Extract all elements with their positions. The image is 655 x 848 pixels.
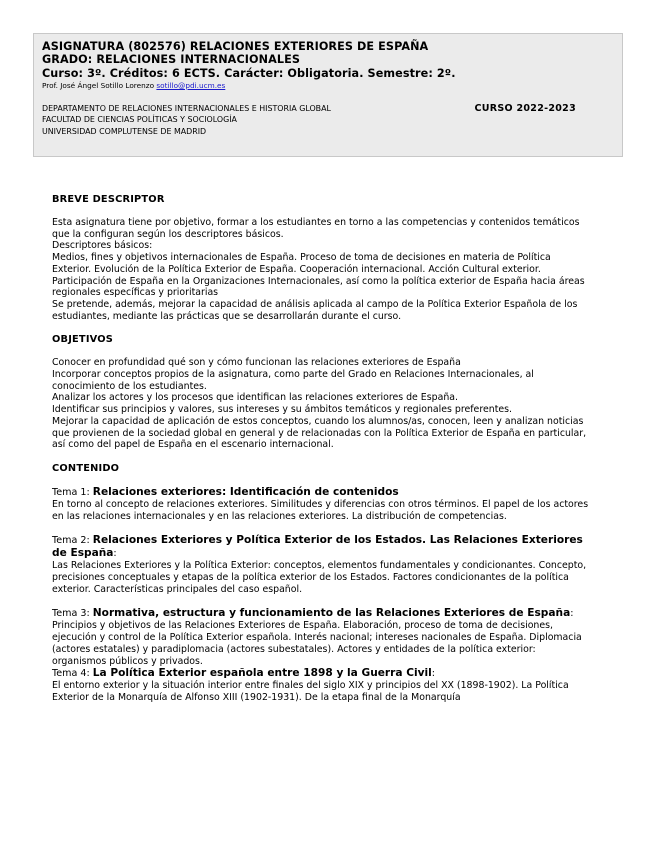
university-name: UNIVERSIDAD COMPLUTENSE DE MADRID bbox=[42, 126, 207, 136]
tema-2-title: Tema 2: Relaciones Exteriores y Política Exterior de los Estados. Las Relaciones Exteriores de España: bbox=[52, 534, 583, 560]
objective-item: Incorporar conceptos propios de la asignatura, como parte del Grado en Relaciones Internacionales, al conocimiento de los estudiantes. bbox=[52, 369, 534, 392]
department-row bbox=[42, 103, 614, 115]
tema-3-title: Tema 3: Normativa, estructura y funcionamiento de las Relaciones Exteriores de España: bbox=[52, 607, 574, 620]
department-name: DEPARTAMENTO DE RELACIONES INTERNACIONALES E HISTORIA GLOBAL bbox=[42, 103, 331, 113]
descriptor-paragraph: Medios, fines y objetivos internacionales de España. Proceso de toma de decisiones en materia de Política Exterior. Evolución de la Política Exterior de España. Cooperación internacional. Acción Cultural exterior. Participación de España en la Organizaciones Internacionales, así como la política exterior de España hacia áreas regionales específicas y prioritarias bbox=[52, 252, 585, 299]
descriptor-paragraph: Descriptores básicos: bbox=[52, 240, 153, 252]
objective-item: Analizar los actores y los procesos que identifican las relaciones exteriores de España. bbox=[52, 392, 458, 404]
descriptor-paragraph: Se pretende, además, mejorar la capacidad de análisis aplicada al campo de la Política Exterior Española de los estudiantes, mediante las prácticas que se desarrollarán durante el curso. bbox=[52, 298, 578, 322]
document-body bbox=[52, 194, 592, 704]
tema-2-body: Las Relaciones Exteriores y la Política Exterior: conceptos, elementos fundamentales y condicionantes. Concepto, precisiones conceptuales y etapas de la política exterior de los Estados. Factores condicionantes de la política exterior. Características principales del caso español. bbox=[52, 560, 587, 595]
faculty-name: FACULTAD DE CIENCIAS POLÍTICAS Y SOCIOLOGÍA bbox=[42, 115, 237, 125]
professor-name: Prof. José Ángel Sotillo Lorenzo bbox=[42, 80, 155, 90]
tema-4-title: Tema 4: La Política Exterior española entre 1898 y la Guerra Civil: bbox=[52, 667, 436, 680]
course-details: Curso: 3º. Créditos: 6 ECTS. Carácter: Obligatoria. Semestre: 2º. bbox=[42, 66, 456, 80]
tema-3-body: Principios y objetivos de las Relaciones Exteriores de España. Elaboración, proceso de toma de decisiones, ejecución y control de la Política Exterior española. Interés nacional; intereses nacionales de España. Diplomacia (actores estatales) y paradiplomacia (actores subestatales). Actores y entidades de la política exterior: organismos públicos y privados. bbox=[52, 620, 582, 667]
course-title: ASIGNATURA (802576) RELACIONES EXTERIORES DE ESPAÑA bbox=[42, 40, 429, 53]
academic-year: CURSO 2022-2023 bbox=[474, 102, 576, 114]
descriptor-paragraph: Esta asignatura tiene por objetivo, formar a los estudiantes en torno a las competencias y contenidos temáticos que la configuran según los descriptores básicos. bbox=[52, 217, 580, 240]
descriptor-heading: BREVE DESCRIPTOR bbox=[52, 194, 165, 205]
tema-1-title: Tema 1: Relaciones exteriores: Identificación de contenidos bbox=[52, 485, 399, 498]
content-heading: CONTENIDO bbox=[52, 462, 120, 474]
course-header-box bbox=[33, 33, 623, 157]
objectives-heading: OBJETIVOS bbox=[52, 334, 114, 346]
tema-4-body: El entorno exterior y la situación interior entre finales del siglo XIX y principios del XX (1898-1902). La Política Exterior de la Monarquía de Alfonso XIII (1902-1931). De la etapa final de la Monarquía bbox=[52, 680, 569, 703]
degree-line: GRADO: RELACIONES INTERNACIONALES bbox=[42, 53, 300, 67]
professor-email-link[interactable]: sotillo@pdi.ucm.es bbox=[156, 80, 226, 90]
objective-item: Conocer en profundidad qué son y cómo funcionan las relaciones exteriores de España bbox=[52, 357, 461, 369]
tema-1-body: En torno al concepto de relaciones exteriores. Similitudes y diferencias con otros términos. El papel de los actores en las relaciones internacionales y en las relaciones exteriores. La distribución de competencias. bbox=[52, 498, 589, 522]
objective-item: Mejorar la capacidad de aplicación de estos conceptos, cuando los alumnos/as, conocen, leen y analizan noticias que provienen de la sociedad global en general y de relacionadas con la Política Exterior de España en particular, así como del papel de España en el escenario internacional. bbox=[52, 415, 587, 451]
professor-line bbox=[42, 81, 614, 91]
objective-item: Identificar sus principios y valores, sus intereses y su ámbitos temáticos y regionales preferentes. bbox=[52, 404, 512, 416]
